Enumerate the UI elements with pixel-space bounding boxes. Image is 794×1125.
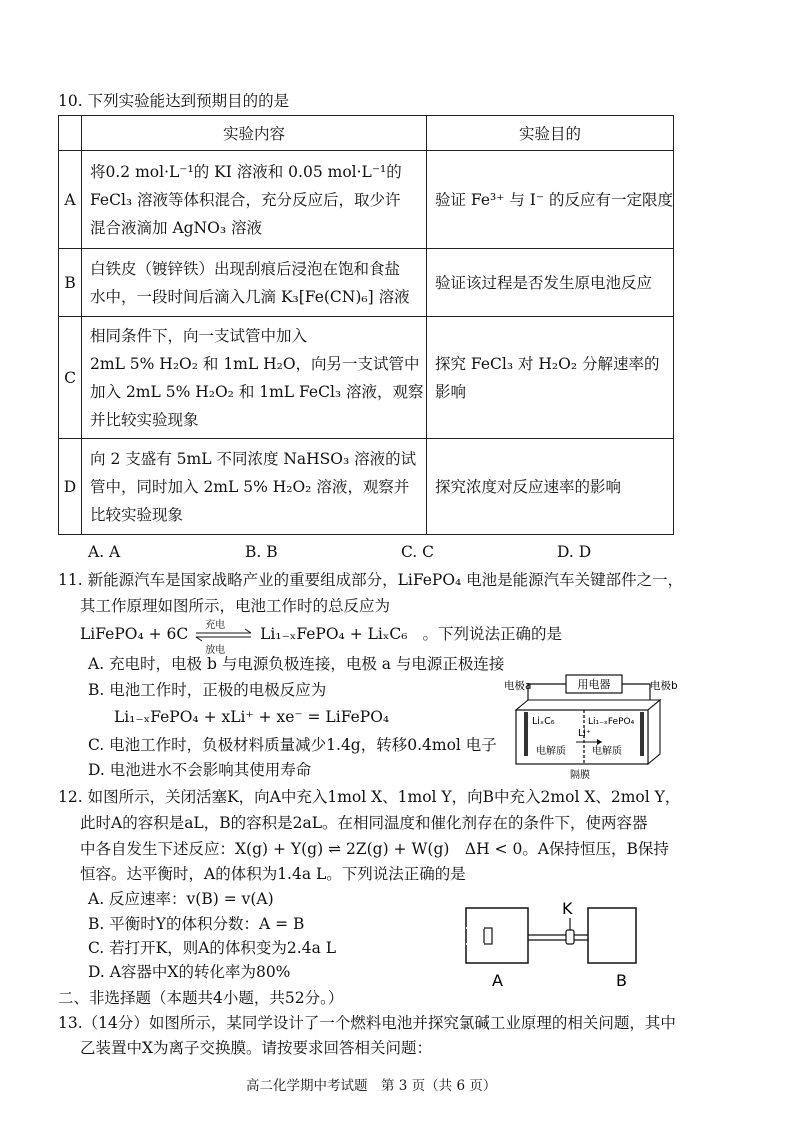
q11-stem-line: 11. 新能源汽车是国家战略产业的重要组成部分，LiFePO₄ 电池是能源汽车关键部件之一， <box>58 571 684 589</box>
left-material-label: LiₓC₆ <box>532 716 555 727</box>
q10-option-d[interactable]: D. D <box>557 543 592 561</box>
content-line: 2mL 5% H₂O₂ 和 1mL H₂O，向另一支试管中 <box>90 354 420 373</box>
q10-option-a[interactable]: A. A <box>88 543 121 561</box>
header-cell-purpose: 实验目的 <box>427 116 674 151</box>
container-top <box>516 700 660 710</box>
valve-label: K <box>562 899 573 918</box>
q13-stem-line: 13.（14分）如图所示，某同学设计了一个燃料电池并探究氯碱工业原理的相关问题，其中 <box>58 1014 676 1032</box>
content-line: 水中，一段时间后滴入几滴 K₃[Fe(CN)₆] 溶液 <box>90 287 410 306</box>
content-line: 比较实验现象 <box>90 505 184 524</box>
purpose-line: 探究 FeCl₃ 对 H₂O₂ 分解速率的 <box>435 354 660 373</box>
container-diagram <box>458 878 658 990</box>
content-line: 相同条件下，向一支试管中加入 <box>90 326 308 345</box>
section-heading: 二、非选择题（本题共4小题，共52分。） <box>58 989 344 1007</box>
purpose-line: 验证 Fe³⁺ 与 I⁻ 的反应有一定限度 <box>435 190 673 209</box>
electrolyte-right-label: 电解质 <box>592 746 622 757</box>
row-purpose <box>427 151 674 249</box>
container-b-label: B <box>616 971 627 990</box>
equation-tail: 。下列说法正确的是 <box>422 625 562 643</box>
container-side <box>648 700 660 764</box>
electrode-a-label: 电极a <box>504 680 532 692</box>
arrow-label-charge: 充电 <box>205 620 226 631</box>
q12-stem-line: 恒容。达平衡时，A的体积为1.4a L。下列说法正确的是 <box>80 865 466 883</box>
device-label: 用电器 <box>577 678 611 691</box>
row-label: C <box>59 317 82 439</box>
q12-option-d[interactable]: D. A容器中X的转化率为80% <box>88 963 291 981</box>
q10-stem: 10. 下列实验能达到预期目的的是 <box>58 92 290 110</box>
q11-stem-line: 其工作原理如图所示，电池工作时的总反应为 <box>80 597 391 615</box>
row-label: B <box>59 249 82 317</box>
battery-diagram <box>498 672 698 784</box>
q11-option-b[interactable]: B. 电池工作时，正极的电极反应为 <box>88 681 327 699</box>
q11-equation <box>80 620 562 656</box>
content-line: 管中，同时加入 2mL 5% H₂O₂ 溶液，观察并 <box>90 477 410 496</box>
q12-option-b[interactable]: B. 平衡时Y的体积分数：A = B <box>88 915 305 933</box>
content-line: 向 2 支盛有 5mL 不同浓度 NaHSO₃ 溶液的试 <box>90 449 417 468</box>
equation-right: Li₁₋ₓFePO₄ + LiₓC₆ <box>260 625 408 643</box>
row-purpose <box>427 317 674 439</box>
electrode-a <box>524 712 528 756</box>
q12-stem-line: 中各自发生下述反应：X(g) + Y(g) ⇌ 2Z(g) + W(g) ΔH < 0。A保持恒压，B保持 <box>80 840 669 858</box>
row-content <box>82 151 427 249</box>
q13-stem-line: 乙装置中X为离子交换膜。请按要求回答相关问题： <box>80 1039 433 1057</box>
table-header-row <box>59 116 674 151</box>
header-cell-label <box>59 116 82 151</box>
q11-option-b-equation: Li₁₋ₓFePO₄ + xLi⁺ + xe⁻ = LiFePO₄ <box>114 708 390 726</box>
table-row-d <box>59 439 674 535</box>
content-line: 混合液滴加 AgNO₃ 溶液 <box>90 218 262 237</box>
purpose-line: 验证该过程是否发生原电池反应 <box>435 273 653 292</box>
equation-left: LiFePO₄ + 6C <box>80 625 189 643</box>
container-a <box>466 908 528 963</box>
arrow-label-discharge: 放电 <box>205 645 226 656</box>
row-purpose <box>427 249 674 317</box>
equation-arrow <box>193 620 255 656</box>
q11-option-a[interactable]: A. 充电时，电极 b 与电源负极连接，电极 a 与电源正极连接 <box>88 655 505 673</box>
q11-option-d[interactable]: D. 电池进水不会影响其使用寿命 <box>88 761 312 779</box>
q12-option-a[interactable]: A. 反应速率：v(B) = v(A) <box>88 890 274 908</box>
content-line: 加入 2mL 5% H₂O₂ 和 1mL FeCl₃ 溶液，观察 <box>90 382 424 401</box>
row-label: A <box>59 151 82 249</box>
row-content <box>82 439 427 535</box>
q10-option-c[interactable]: C. C <box>401 543 435 561</box>
electrolyte-left-label: 电解质 <box>536 746 566 757</box>
purpose-line: 探究浓度对反应速率的影响 <box>435 477 622 496</box>
content-line: 将0.2 mol·L⁻¹的 KI 溶液和 0.05 mol·L⁻¹的 <box>90 162 402 181</box>
q12-stem-line: 12. 如图所示，关闭活塞K，向A中充入1mol X、1mol Y，向B中充入2mol X、2mol Y， <box>58 788 681 806</box>
purpose-line: 影响 <box>435 382 467 401</box>
container-a-label: A <box>492 971 503 990</box>
container-b <box>588 908 636 963</box>
electrode-b <box>640 712 644 756</box>
page-footer: 高二化学期中考试题 第 3 页（共 6 页） <box>246 1078 497 1094</box>
row-purpose <box>427 439 674 535</box>
content-line: FeCl₃ 溶液等体积混合，充分反应后，取少许 <box>90 190 401 209</box>
row-content <box>82 317 427 439</box>
table-row-c <box>59 317 674 439</box>
table-row-b <box>59 249 674 317</box>
right-material-label: Li₁₋ₓFePO₄ <box>588 717 635 727</box>
header-cell-content: 实验内容 <box>82 116 427 151</box>
ion-label: Li⁺ <box>578 728 591 739</box>
content-line: 并比较实验现象 <box>90 410 199 429</box>
membrane-label: 隔膜 <box>570 770 590 781</box>
row-content <box>82 249 427 317</box>
content-line: 白铁皮（镀锌铁）出现刮痕后浸泡在饱和食盐 <box>90 259 401 278</box>
q12-option-c[interactable]: C. 若打开K，则A的体积变为2.4a L <box>88 939 337 957</box>
table-row-a <box>59 151 674 249</box>
experiment-table <box>58 115 674 535</box>
electrode-b-label: 电极b <box>650 680 678 692</box>
q10-option-b[interactable]: B. B <box>245 543 278 561</box>
q11-option-c[interactable]: C. 电池工作时，负极材料质量减少1.4g，转移0.4mol 电子 <box>88 736 497 754</box>
valve-icon <box>566 930 574 944</box>
row-label: D <box>59 439 82 535</box>
q12-stem-line: 此时A的容积是aL，B的容积是2aL。在相同温度和催化剂存在的条件下，使两容器 <box>80 814 648 832</box>
piston-icon <box>484 928 492 944</box>
